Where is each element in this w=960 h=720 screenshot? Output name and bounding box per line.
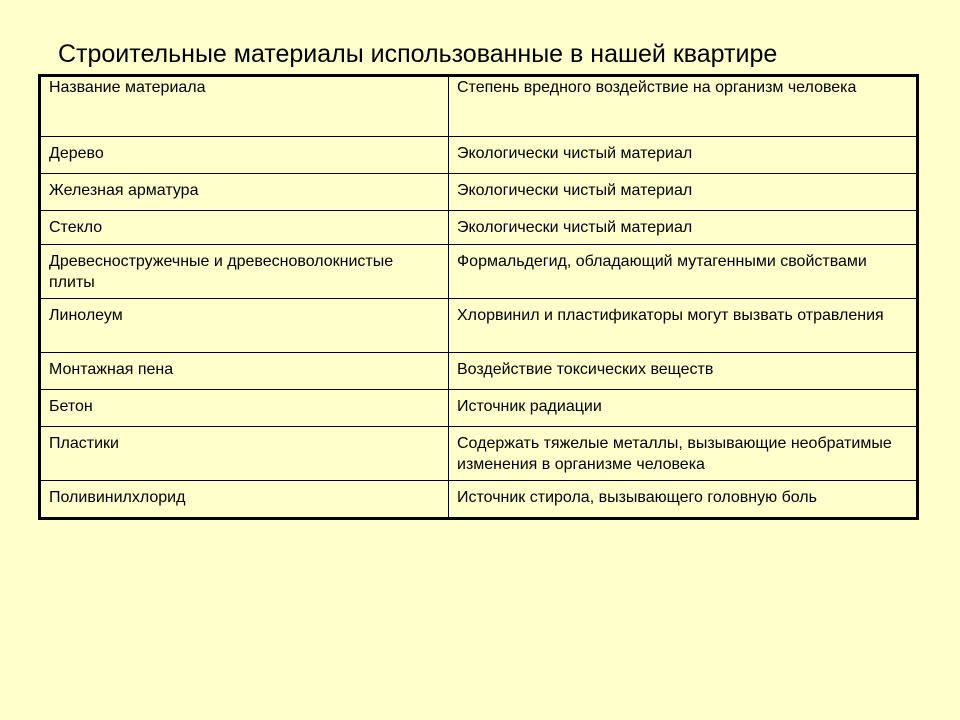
- material-name: Пластики: [40, 427, 449, 481]
- table-row: [40, 390, 918, 427]
- material-effect: Содержать тяжелые металлы, вызывающие необратимые изменения в организме человека: [449, 427, 918, 481]
- table-row: [40, 353, 918, 390]
- table-row: [40, 481, 918, 519]
- material-effect: Воздействие токсических веществ: [449, 353, 918, 390]
- table-row: [40, 137, 918, 174]
- material-effect: Экологически чистый материал: [449, 174, 918, 211]
- material-name: Стекло: [40, 211, 449, 245]
- material-name: Древесностружечные и древесноволокнистые плиты: [40, 245, 449, 299]
- table-header-row: [40, 76, 918, 137]
- table-row: [40, 174, 918, 211]
- header-material: Название материала: [40, 76, 449, 137]
- header-effect: Степень вредного воздействие на организм человека: [449, 76, 918, 137]
- table-row: [40, 427, 918, 481]
- material-name: Монтажная пена: [40, 353, 449, 390]
- material-effect: Источник радиации: [449, 390, 918, 427]
- material-name: Дерево: [40, 137, 449, 174]
- slide-title: Строительные материалы использованные в нашей квартире: [58, 40, 778, 68]
- table-row: [40, 245, 918, 299]
- material-effect: Экологически чистый материал: [449, 211, 918, 245]
- material-effect: Хлорвинил и пластификаторы могут вызвать отравления: [449, 299, 918, 353]
- material-effect: Формальдегид, обладающий мутагенными свойствами: [449, 245, 918, 299]
- materials-table: [38, 74, 919, 520]
- material-effect: Источник стирола, вызывающего головную боль: [449, 481, 918, 519]
- material-name: Железная арматура: [40, 174, 449, 211]
- material-name: Линолеум: [40, 299, 449, 353]
- material-name: Поливинилхлорид: [40, 481, 449, 519]
- table-row: [40, 299, 918, 353]
- table-row: [40, 211, 918, 245]
- material-name: Бетон: [40, 390, 449, 427]
- material-effect: Экологически чистый материал: [449, 137, 918, 174]
